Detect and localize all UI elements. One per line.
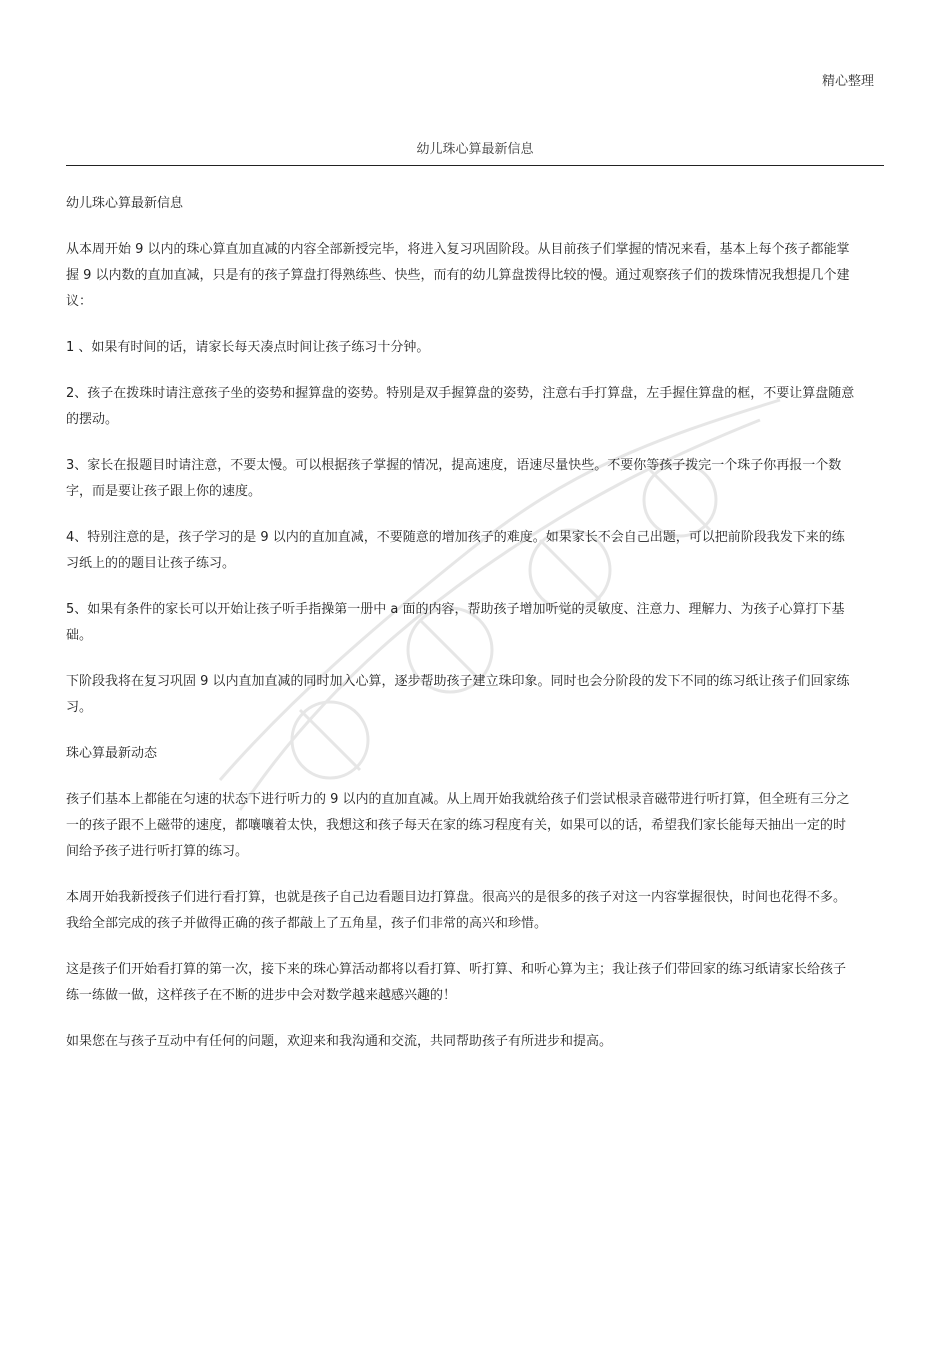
next-stage-paragraph: 下阶段我将在复习巩固 9 以内直加直减的同时加入心算，逐步帮助孩子建立珠印象。同时也会分阶段的发下不同的练习纸让孩子们回家练习。 — [66, 674, 850, 715]
section-title: 幼儿珠心算最新信息 — [66, 196, 184, 211]
suggestion-4: 4、特别注意的是，孩子学习的是 9 以内的直加直减，不要随意的增加孩子的难度。如果家长不会自己出题，可以把前阶段我发下来的练习纸上的的题目让孩子练习。 — [66, 530, 845, 571]
news-paragraph-3: 这是孩子们开始看打算的第一次，接下来的珠心算活动都将以看打算、听打算、和听心算为主；我让孩子们带回家的练习纸请家长给孩子练一练做一做，这样孩子在不断的进步中会对数学越来越感兴趣的！ — [66, 962, 847, 1003]
suggestion-1: 1 、如果有时间的话，请家长每天凑点时间让孩子练习十分钟。 — [66, 340, 430, 355]
header-divider — [66, 165, 884, 166]
suggestion-5: 5、如果有条件的家长可以开始让孩子听手指操第一册中 a 面的内容，帮助孩子增加听觉的灵敏度、注意力、理解力、为孩子心算打下基础。 — [66, 602, 845, 643]
document-header-title: 幼儿珠心算最新信息 — [416, 142, 534, 157]
page-label: 精心整理 — [821, 74, 874, 89]
suggestion-2: 2、孩子在拨珠时请注意孩子坐的姿势和握算盘的姿势。特别是双手握算盘的姿势，注意右手打算盘，左手握住算盘的框，不要让算盘随意的摆动。 — [66, 386, 855, 427]
document-body — [66, 191, 856, 1075]
suggestion-3: 3、家长在报题目时请注意，不要太慢。可以根据孩子掌握的情况，提高速度，语速尽量快些。不要你等孩子拨完一个珠子你再报一个数字，而是要让孩子跟上你的速度。 — [66, 458, 842, 499]
intro-paragraph: 从本周开始 9 以内的珠心算直加直减的内容全部新授完毕，将进入复习巩固阶段。从目前孩子们掌握的情况来看，基本上每个孩子都能掌握 9 以内数的直加直减，只是有的孩子算盘打得熟练些、快些，而有的幼儿算盘拨得比较的慢。通过观察孩子们的拨珠情况我想提几个建议： — [66, 242, 850, 309]
news-paragraph-1: 孩子们基本上都能在匀速的状态下进行听力的 9 以内的直加直减。从上周开始我就给孩子们尝试根录音磁带进行听打算，但全班有三分之一的孩子跟不上磁带的速度，都嚷嚷着太快，我想这和孩子每天在家的练习程度有关，如果可以的话，希望我们家长能每天抽出一定的时间给予孩子进行听打算的练习。 — [66, 792, 850, 859]
news-paragraph-4: 如果您在与孩子互动中有任何的问题，欢迎来和我沟通和交流，共同帮助孩子有所进步和提高。 — [66, 1034, 613, 1049]
news-paragraph-2: 本周开始我新授孩子们进行看打算，也就是孩子自己边看题目边打算盘。很高兴的是很多的孩子对这一内容掌握很快，时间也花得不多。我给全部完成的孩子并做得正确的孩子都敲上了五角星，孩子们非常的高兴和珍惜。 — [66, 890, 847, 931]
news-section-title: 珠心算最新动态 — [66, 746, 158, 761]
